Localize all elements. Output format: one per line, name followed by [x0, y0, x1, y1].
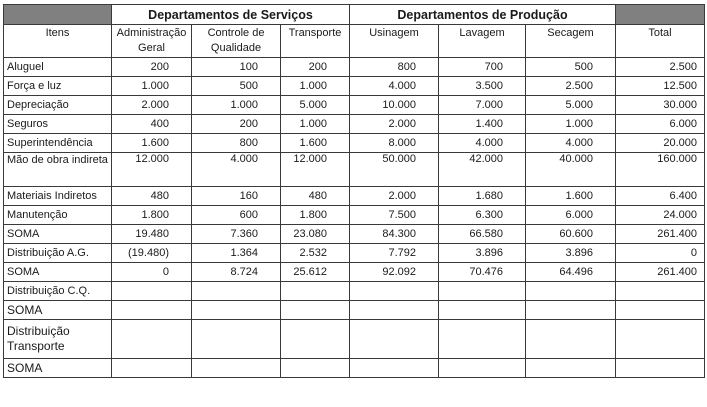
- cell-value: 5.000: [526, 96, 616, 115]
- cell-total: 6.400: [616, 187, 705, 206]
- total-gray-cell: [616, 5, 705, 25]
- cell-value: [526, 359, 616, 378]
- cell-value: 7.500: [350, 206, 439, 225]
- cell-value: [439, 301, 526, 320]
- cell-value: 400: [112, 115, 192, 134]
- cell-value: 2.500: [526, 77, 616, 96]
- cell-value: 1.000: [192, 96, 281, 115]
- row-label: Distribuição Transporte: [4, 320, 112, 359]
- cell-value: 700: [439, 58, 526, 77]
- cell-value: 12.000: [281, 153, 350, 187]
- table-row: [4, 263, 705, 282]
- cell-total: [616, 301, 705, 320]
- table-row: [4, 359, 705, 378]
- cell-value: 800: [192, 134, 281, 153]
- cell-value: [526, 301, 616, 320]
- table-container: [3, 4, 705, 378]
- column-header-lavagem: Lavagem: [439, 25, 526, 58]
- cell-value: 1.600: [112, 134, 192, 153]
- row-label: SOMA: [4, 263, 112, 282]
- cell-value: 7.792: [350, 244, 439, 263]
- cell-value: [112, 359, 192, 378]
- cell-total: 2.500: [616, 58, 705, 77]
- cell-value: [439, 359, 526, 378]
- table-row: [4, 225, 705, 244]
- cell-value: [350, 301, 439, 320]
- cell-value: [192, 359, 281, 378]
- cell-value: 160: [192, 187, 281, 206]
- row-label: Superintendência: [4, 134, 112, 153]
- cell-value: 6.300: [439, 206, 526, 225]
- table-row: [4, 282, 705, 301]
- cell-value: [112, 320, 192, 359]
- cell-value: [350, 320, 439, 359]
- cell-value: 1.600: [281, 134, 350, 153]
- cell-value: 42.000: [439, 153, 526, 187]
- cell-value: 4.000: [526, 134, 616, 153]
- cell-value: 200: [112, 58, 192, 77]
- cell-value: [281, 359, 350, 378]
- group-header-servicos: Departamentos de Serviços: [112, 5, 350, 25]
- table-row: [4, 115, 705, 134]
- cell-value: 12.000: [112, 153, 192, 187]
- cell-value: 1.400: [439, 115, 526, 134]
- cell-value: 3.896: [526, 244, 616, 263]
- cell-value: 6.000: [526, 206, 616, 225]
- column-header-administracao-geral: Administração Geral: [112, 25, 192, 58]
- cell-value: [439, 282, 526, 301]
- cell-value: 4.000: [350, 77, 439, 96]
- cell-value: 1.000: [281, 115, 350, 134]
- row-label: SOMA: [4, 225, 112, 244]
- row-label: Manutenção: [4, 206, 112, 225]
- cell-value: 200: [281, 58, 350, 77]
- cell-value: 500: [526, 58, 616, 77]
- cell-value: 4.000: [439, 134, 526, 153]
- column-header-controle-de-qualidade: Controle de Qualidade: [192, 25, 281, 58]
- cell-value: 100: [192, 58, 281, 77]
- cell-value: [350, 282, 439, 301]
- cell-value: 600: [192, 206, 281, 225]
- cell-value: 60.600: [526, 225, 616, 244]
- cell-value: 50.000: [350, 153, 439, 187]
- cell-value: 2.000: [350, 187, 439, 206]
- cell-value: 480: [281, 187, 350, 206]
- cell-total: 160.000: [616, 153, 705, 187]
- cell-value: 500: [192, 77, 281, 96]
- cell-value: [192, 320, 281, 359]
- cell-total: 6.000: [616, 115, 705, 134]
- cell-value: [281, 320, 350, 359]
- cell-value: [350, 359, 439, 378]
- cell-value: [112, 282, 192, 301]
- cell-total: 20.000: [616, 134, 705, 153]
- table-row: [4, 58, 705, 77]
- cell-value: [112, 301, 192, 320]
- cell-value: 3.896: [439, 244, 526, 263]
- table-row: [4, 96, 705, 115]
- cell-value: 19.480: [112, 225, 192, 244]
- cell-value: 92.092: [350, 263, 439, 282]
- cell-value: 4.000: [192, 153, 281, 187]
- cell-value: [526, 282, 616, 301]
- cell-value: 2.532: [281, 244, 350, 263]
- row-label: SOMA: [4, 359, 112, 378]
- column-header-transporte: Transporte: [281, 25, 350, 58]
- cell-value: 0: [112, 263, 192, 282]
- cell-value: 1.000: [112, 77, 192, 96]
- row-label: Força e luz: [4, 77, 112, 96]
- row-label: Aluguel: [4, 58, 112, 77]
- row-label: Depreciação: [4, 96, 112, 115]
- cell-total: [616, 359, 705, 378]
- table-row: [4, 77, 705, 96]
- table-row: [4, 320, 705, 359]
- cell-value: 10.000: [350, 96, 439, 115]
- cell-value: 7.360: [192, 225, 281, 244]
- table-row: [4, 206, 705, 225]
- corner-gray-cell: [4, 5, 112, 25]
- cell-value: [192, 301, 281, 320]
- cell-value: 8.000: [350, 134, 439, 153]
- cell-value: 200: [192, 115, 281, 134]
- cell-value: 23.080: [281, 225, 350, 244]
- cell-value: 2.000: [350, 115, 439, 134]
- cell-total: 0: [616, 244, 705, 263]
- row-label: SOMA: [4, 301, 112, 320]
- cell-value: 64.496: [526, 263, 616, 282]
- cell-value: 1.800: [112, 206, 192, 225]
- row-label: Mão de obra indireta: [4, 153, 112, 187]
- cell-value: 3.500: [439, 77, 526, 96]
- cell-value: [439, 320, 526, 359]
- cell-value: 70.476: [439, 263, 526, 282]
- cell-value: 800: [350, 58, 439, 77]
- cell-value: 480: [112, 187, 192, 206]
- group-header-producao: Departamentos de Produção: [350, 5, 616, 25]
- cell-value: 1.600: [526, 187, 616, 206]
- cell-value: (19.480): [112, 244, 192, 263]
- cell-value: 5.000: [281, 96, 350, 115]
- table-row: [4, 301, 705, 320]
- cell-value: 8.724: [192, 263, 281, 282]
- column-header-itens: Itens: [4, 25, 112, 58]
- cell-value: [192, 282, 281, 301]
- cell-total: 261.400: [616, 225, 705, 244]
- cell-total: 12.500: [616, 77, 705, 96]
- cell-value: 1.000: [281, 77, 350, 96]
- cell-value: 7.000: [439, 96, 526, 115]
- cell-total: 24.000: [616, 206, 705, 225]
- row-label: Seguros: [4, 115, 112, 134]
- row-label: Materiais Indiretos: [4, 187, 112, 206]
- cell-value: [281, 282, 350, 301]
- cell-value: 2.000: [112, 96, 192, 115]
- table-row: [4, 134, 705, 153]
- column-header-total: Total: [616, 25, 705, 58]
- cell-value: 40.000: [526, 153, 616, 187]
- row-label: Distribuição C.Q.: [4, 282, 112, 301]
- cell-value: 66.580: [439, 225, 526, 244]
- cell-value: 1.364: [192, 244, 281, 263]
- cell-value: 1.000: [526, 115, 616, 134]
- cell-value: 84.300: [350, 225, 439, 244]
- column-header-secagem: Secagem: [526, 25, 616, 58]
- cell-value: [526, 320, 616, 359]
- cell-total: 261.400: [616, 263, 705, 282]
- cell-total: [616, 320, 705, 359]
- cell-total: [616, 282, 705, 301]
- column-header-usinagem: Usinagem: [350, 25, 439, 58]
- cell-value: 1.800: [281, 206, 350, 225]
- row-label: Distribuição A.G.: [4, 244, 112, 263]
- cell-total: 30.000: [616, 96, 705, 115]
- table-row: [4, 244, 705, 263]
- cell-value: 25.612: [281, 263, 350, 282]
- cell-value: 1.680: [439, 187, 526, 206]
- table-row: [4, 187, 705, 206]
- cell-value: [281, 301, 350, 320]
- cost-distribution-table: [3, 4, 705, 378]
- table-row: [4, 153, 705, 187]
